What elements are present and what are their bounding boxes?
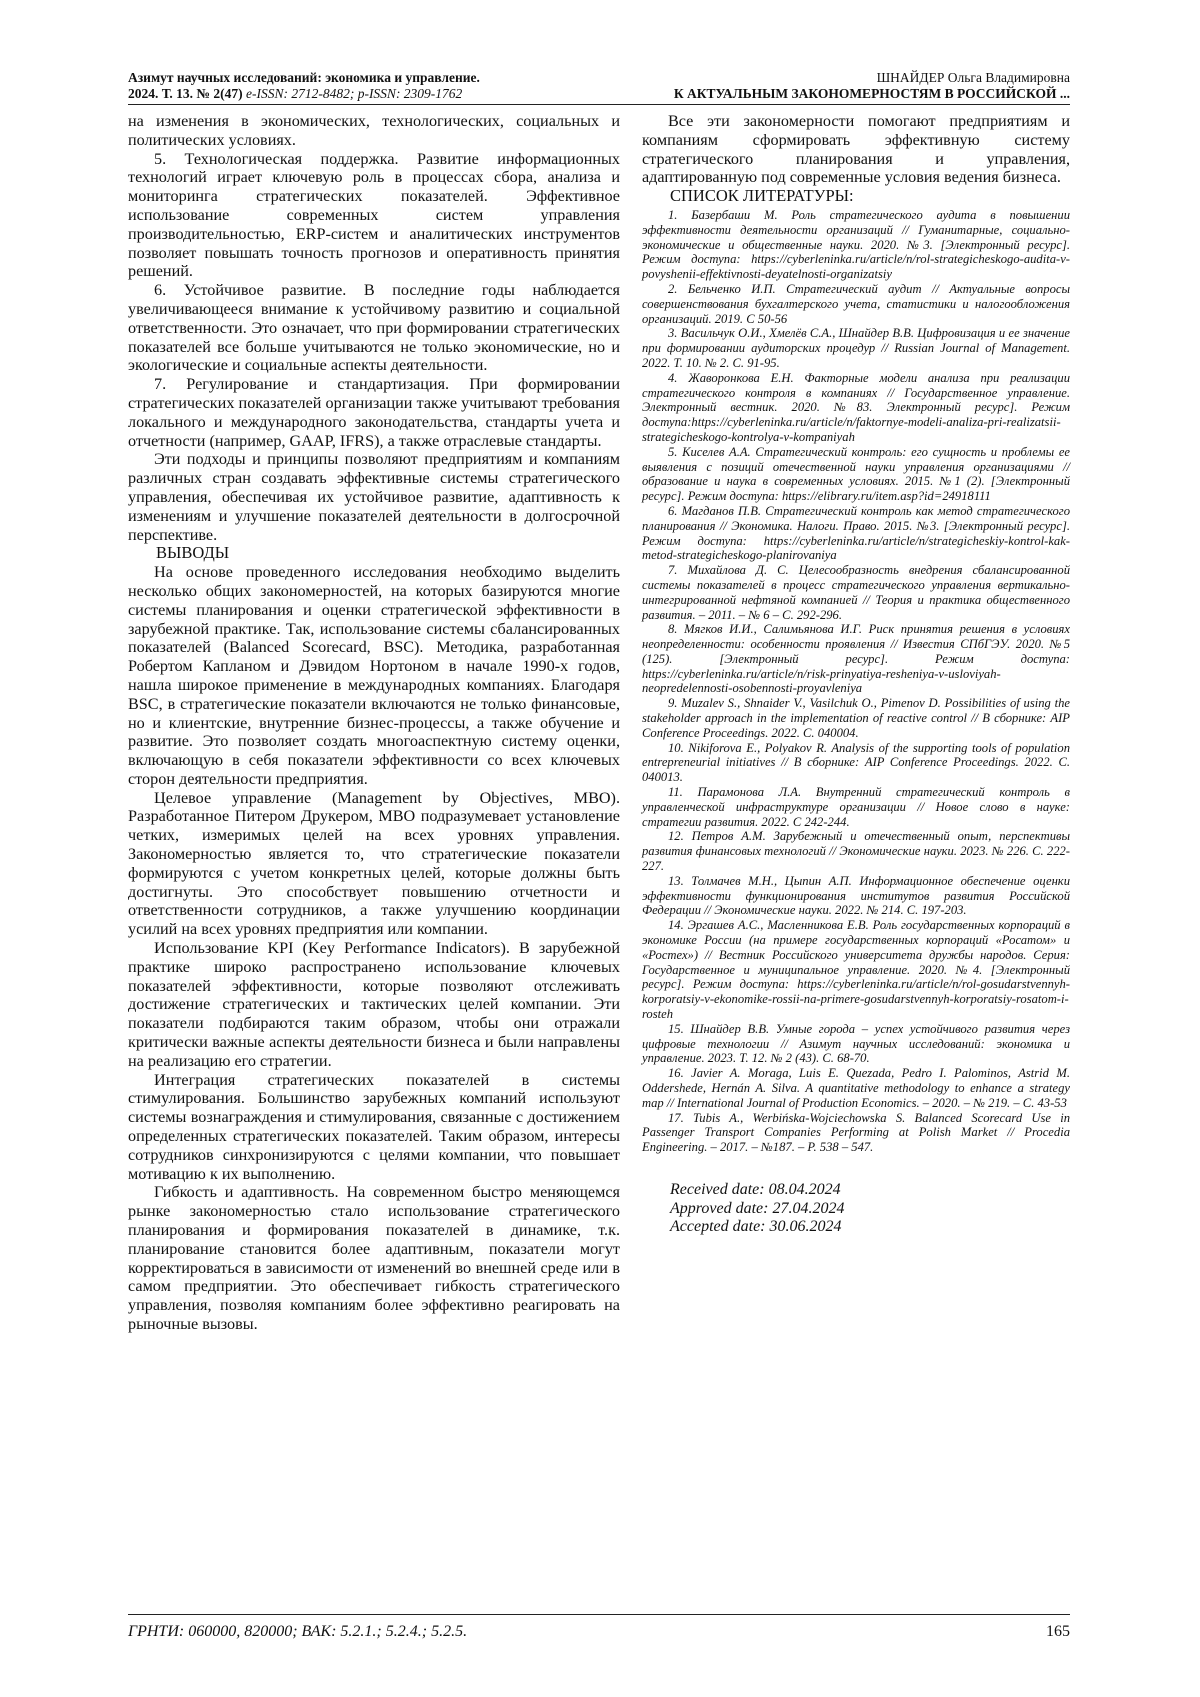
- right-column: [642, 112, 1070, 1237]
- article-author: ШНАЙДЕР Ольга Владимировна: [876, 70, 1070, 85]
- paragraph: Целевое управление (Management by Objectives, MBO). Разработанное Питером Друкером, MBO подразумевает установление четких, измеримых целей на всех уровнях управления. Закономерностью является то, что стратегические показатели формируются с учетом конкретных целей, которые должны быть достигнуты. Это способствует повышению отчетности и ответственности сотрудников, а также улучшению координации усилий на всех уровнях предприятия или компании.: [128, 788, 620, 939]
- reference-item: 9. Muzalev S., Shnaider V., Vasilchuk O., Pimenov D. Possibilities of using the stakeholder approach in the implementation of reactive control // В сборнике: AIP Conference Proceedings. 2022. С. 040004.: [642, 696, 1070, 740]
- issue-number: 2024. Т. 13. № 2(47): [128, 86, 243, 101]
- issn: e-ISSN: 2712-8482; p-ISSN: 2309-1762: [245, 86, 463, 101]
- header-rule: [128, 104, 1070, 105]
- reference-item: 15. Шнайдер В.В. Умные города – успех устойчивого развития через цифровые технологии // Азимут научных исследований: экономика и управление. 2023. Т. 12. № 2 (43). С. 68-70.: [642, 1021, 1070, 1066]
- paragraph: 5. Технологическая поддержка. Развитие информационных технологий играет ключевую роль в процессах сбора, анализа и мониторинга стратегических показателей. Эффективное использование современных систем управления производительностью, ERP-систем и аналитических инструментов позволяет повышать точность прогнозов и оперативность принятия решений.: [128, 149, 620, 281]
- paragraph: Гибкость и адаптивность. На современном быстро меняющемся рынке закономерностью стало использование стратегического планирования и формирования показателей в динамике, т.к. планирование становится более адаптивным, показатели могут корректироваться в зависимости от изменений во внешней среде или в самом предприятии. Это обеспечивает гибкость стратегического управления, позволяя компаниям более эффективно реагировать на рыночные вызовы.: [128, 1183, 620, 1333]
- paragraph: на изменения в экономических, технологических, социальных и политических условиях.: [128, 112, 620, 149]
- reference-item: 2. Бельченко И.П. Стратегический аудит // Актуальные вопросы совершенствования бухгалтерского учета, статистики и налогообложения организаций. 2019. С 50-56: [642, 281, 1070, 326]
- accepted-date: Accepted date: 30.06.2024: [670, 1218, 842, 1236]
- reference-item: 13. Толмачев М.Н., Цыпин А.П. Информационное обеспечение оценки эффективности функционирования институтов развития Российской Федерации // Экономические науки. 2022. № 214. С. 197-203.: [642, 873, 1070, 918]
- paragraph: Использование KPI (Key Performance Indicators). В зарубежной практике широко распространено использование ключевых показателей эффективности, которые позволяют отслеживать достижение стратегических и тактических целей компании. Эти показатели подбираются таким образом, чтобы они отражали критически важные аспекты деятельности бизнеса и были направлены на реализацию его стратегии.: [128, 939, 620, 1070]
- paragraph: 7. Регулирование и стандартизация. При формировании стратегических показателей организации также учитывают требования локального и международного законодательства, стандарты учета и отчетности (например, GAAP, IFRS), а также отраслевые стандарты.: [128, 375, 620, 450]
- reference-item: 11. Парамонова Л.А. Внутренний стратегический контроль в управленческой инфраструктуре организации // Новое слово в науке: стратегии развития. 2022. С 242-244.: [642, 785, 1070, 829]
- reference-item: 5. Киселев А.А. Стратегический контроль: его сущность и проблемы ее выявления с позиций отечественной науки управления организациями // образование и наука в современных условиях. 2015. №1 (2). [Электронный ресурс]. Режим доступа: https://elibrary.ru/item.asp?id=24918111: [642, 444, 1070, 504]
- section-heading: ВЫВОДЫ: [156, 543, 230, 563]
- journal-title: Азимут научных исследований: экономика и управление.: [128, 70, 480, 85]
- paragraph: 6. Устойчивое развитие. В последние годы наблюдается увеличивающееся внимание к устойчивому развитию и социальной ответственности. Это означает, что при формировании стратегических показателей все больше учитываются не только экономические, но и экологические и социальные аспекты деятельности.: [128, 281, 620, 375]
- reference-item: 14. Эргашев А.С., Масленникова Е.В. Роль государственных корпораций в экономике России (на примере государственных корпораций «Росатом» и «Ростех») // Вестник Российского университета дружбы народов. Серия: Государственное и муниципальное управление. 2020. №4. [Электронный ресурс]. Режим доступа: https://cyberleninka.ru/article/n/rol-gosudarstvennyh-korporatsiy-v-ekonomike-rossii-na-primere-gosudarstvennyh-korporatsiy-rosatom-i-rosteh: [642, 918, 1070, 1022]
- reference-item: 10. Nikiforova E., Polyakov R. Analysis of the supporting tools of population entrepreneurial initiatives // В сборнике: AIP Conference Proceedings. 2022. С. 040013.: [642, 740, 1070, 785]
- running-header-right: [550, 70, 1070, 102]
- reference-item: 17. Tubis A., Werbińska-Wojciechowska S. Balanced Scorecard Use in Passenger Transport Companies Performing at Polish Market // Procedia Engineering. – 2017. – №187. – P. 538 – 547.: [642, 1110, 1070, 1155]
- reference-list: [642, 208, 1070, 1155]
- approved-date: Approved date: 27.04.2024: [670, 1199, 845, 1217]
- received-date: Received date: 08.04.2024: [670, 1180, 841, 1198]
- paragraph: Интеграция стратегических показателей в системы стимулирования. Большинство зарубежных компаний используют системы вознаграждения и стимулирования, связанные с достижением определенных стратегических показателей. Таким образом, интересы сотрудников синхронизируются с целями компании, что повышает мотивацию к их выполнению.: [128, 1070, 620, 1183]
- paragraph: Все эти закономерности помогают предприятиям и компаниям сформировать эффективную систему стратегического планирования и управления, адаптированную под современные условия ведения бизнеса.: [642, 112, 1070, 187]
- classification-codes: ГРНТИ: 060000, 820000; ВАК: 5.2.1.; 5.2.4.; 5.2.5.: [128, 1623, 468, 1640]
- article-title: К АКТУАЛЬНЫМ ЗАКОНОМЕРНОСТЯМ В РОССИЙСКОЙ ...: [673, 86, 1070, 101]
- left-column: [128, 112, 620, 1334]
- article-dates: [670, 1181, 1070, 1237]
- references-heading: СПИСОК ЛИТЕРАТУРЫ:: [670, 186, 854, 206]
- page-number: 165: [1046, 1623, 1070, 1640]
- reference-item: 1. Базербаши М. Роль стратегического аудита в повышении эффективности деятельности организаций // Гуманитарные, социально-экономические и общественные науки. 2020. №3. [Электронный ресурс]. Режим доступа: https://cyberleninka.ru/article/n/rol-strategicheskogo-audita-v-povysheniі-effektivnosti-deyatelnosti-organizatsiy: [642, 207, 1070, 282]
- reference-item: 4. Жаворонкова Е.Н. Факторные модели анализа при реализации стратегического контроля в компаниях // Государственное управление. Электронный вестник. 2020. №83. Электронный ресурс]. Режим доступа:https://cyberleninka.ru/article/n/faktornye-modeli-analiza-pri-realizatsii-strategicheskogo-kontrolya-v-kompaniyah: [642, 370, 1070, 444]
- reference-item: 6. Магданов П.В. Стратегический контроль как метод стратегического планирования // Экономика. Налоги. Право. 2015. №3. [Электронный ресурс]. Режим доступа: https://cyberleninka.ru/article/n/strategicheskiy-kontrol-kak-metod-strategicheskogo-planirovaniya: [642, 503, 1070, 563]
- footer-rule: [128, 1614, 1070, 1615]
- reference-item: 7. Михайлова Д. С. Целесообразность внедрения сбалансированной системы показателей в процесс стратегического управления вертикально-интегрированной нефтяной компанией // Теория и практика общественного развития. – 2011. – № 6 – С. 292-296.: [642, 563, 1070, 622]
- paragraph: Эти подходы и принципы позволяют предприятиям и компаниям различных стран создавать эффективные системы стратегического управления, обеспечивая их устойчивое развитие, адаптивность к изменениям и улучшение показателей деятельности в долгосрочной перспективе.: [128, 450, 620, 544]
- paragraph: На основе проведенного исследования необходимо выделить несколько общих закономерностей, на которых базируются многие системы планирования и оценки стратегической эффективности в зарубежной практике. Так, использование системы сбалансированных показателей (Balanced Scorecard, BSC). Методика, разработанная Робертом Капланом и Дэвидом Нортоном в начале 1990-х годов, нашла широкое применение в международных компаниях. Благодаря BSC, в стратегические показатели включаются не только финансовые, но и клиентские, внутренние бизнес-процессы, а также обучение и развитие. Это позволяет создать многоаспектную систему оценки, включающую в себя показатели эффективности со всех ключевых сторон деятельности предприятия.: [128, 563, 620, 788]
- reference-item: 8. Мягков И.И., Салимьянова И.Г. Риск принятия решения в условиях неопределенности: особенности проявления // Известия СПбГЭУ. 2020. №5 (125). [Электронный ресурс]. Режим доступа: https://cyberleninka.ru/article/n/risk-prinyatiya-resheniya-v-usloviyah-neopredelennosti-osobennosti-proyavleniya: [642, 622, 1070, 696]
- reference-item: 3. Васильчук О.И., Хмелёв С.А., Шнайдер В.В. Цифровизация и ее значение при формировании аудиторских процедур // Russian Journal of Management. 2022. Т. 10. № 2. С. 91-95.: [642, 326, 1070, 370]
- reference-item: 16. Javier A. Moraga, Luis E. Quezada, Pedro I. Palominos, Astrid M. Oddershede, Hernán A. Silva. A quantitative methodology to enhance a strategy map // International Journal of Production Economics. – 2020. – № 219. – С. 43-53: [642, 1066, 1070, 1110]
- reference-item: 12. Петров А.М. Зарубежный и отечественный опыт, перспективы развития финансовых технологий // Экономические науки. 2023. № 226. С. 222-227.: [642, 829, 1070, 874]
